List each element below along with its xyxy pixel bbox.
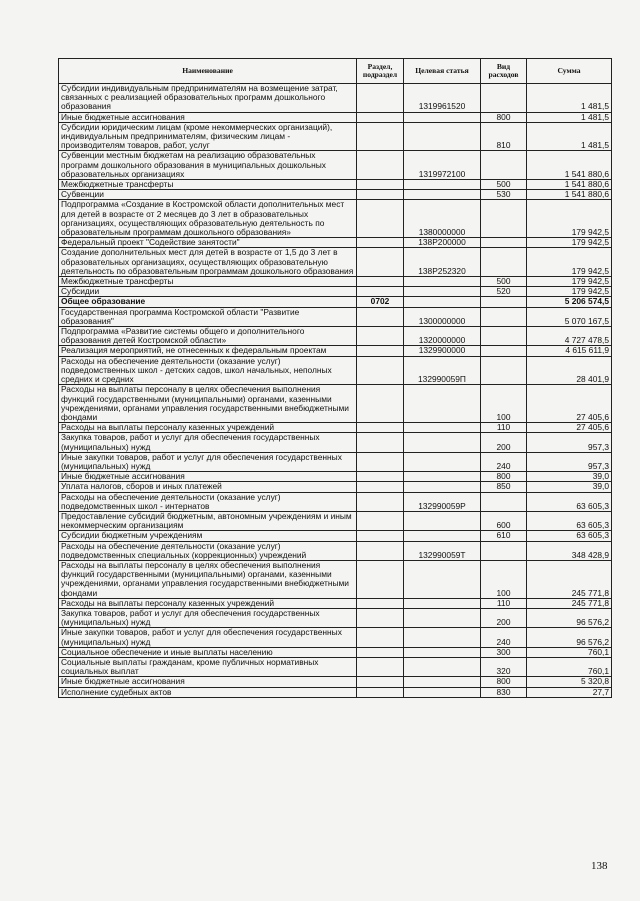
cell-amount: 63 605,3 [527, 492, 612, 511]
table-row [59, 277, 612, 287]
cell-target [404, 452, 481, 471]
cell-type [481, 541, 527, 560]
cell-type: 850 [481, 482, 527, 492]
cell-amount: 5 206 574,5 [527, 297, 612, 307]
cell-target: 138P200000 [404, 238, 481, 248]
cell-type [481, 248, 527, 277]
cell-amount: 348 428,9 [527, 541, 612, 560]
cell-target: 132990059Р [404, 492, 481, 511]
table-row [59, 423, 612, 433]
cell-name: Иные бюджетные ассигнования [59, 112, 357, 122]
cell-name: Расходы на выплаты персоналу в целях обеспечения выполнения функций государственными (муниципальными) органами, казенными учреждениями, органами управления государственными внебюджетными фондами [59, 560, 357, 598]
cell-section [357, 531, 404, 541]
header-type: Вид расходов [481, 59, 527, 84]
cell-amount: 1 481,5 [527, 122, 612, 151]
table-row [59, 687, 612, 697]
table-row [59, 560, 612, 598]
cell-type: 500 [481, 277, 527, 287]
cell-section [357, 677, 404, 687]
cell-target: 1319972100 [404, 151, 481, 180]
cell-type: 240 [481, 628, 527, 647]
table-row [59, 482, 612, 492]
cell-name: Закупка товаров, работ и услуг для обеспечения государственных (муниципальных) нужд [59, 433, 357, 452]
cell-name: Расходы на выплаты персоналу казенных учреждений [59, 598, 357, 608]
cell-amount: 28 401,9 [527, 356, 612, 385]
cell-name: Реализация мероприятий, не отнесенных к федеральным проектам [59, 346, 357, 356]
table-row [59, 84, 612, 113]
cell-section [357, 423, 404, 433]
cell-type [481, 307, 527, 326]
cell-section [357, 238, 404, 248]
cell-type [481, 356, 527, 385]
cell-section [357, 452, 404, 471]
cell-type [481, 84, 527, 113]
table-row [59, 433, 612, 452]
cell-section [357, 122, 404, 151]
cell-section [357, 277, 404, 287]
cell-section [357, 112, 404, 122]
cell-section [357, 647, 404, 657]
cell-name: Закупка товаров, работ и услуг для обеспечения государственных (муниципальных) нужд [59, 608, 357, 627]
header-amount: Сумма [527, 59, 612, 84]
cell-amount: 1 481,5 [527, 84, 612, 113]
table-row [59, 677, 612, 687]
cell-type: 110 [481, 423, 527, 433]
cell-section [357, 346, 404, 356]
cell-target: 1320000000 [404, 327, 481, 346]
cell-target [404, 112, 481, 122]
cell-target [404, 628, 481, 647]
cell-amount: 39,0 [527, 472, 612, 482]
cell-type: 200 [481, 433, 527, 452]
cell-section [357, 327, 404, 346]
cell-name: Социальные выплаты гражданам, кроме публичных нормативных социальных выплат [59, 657, 357, 676]
cell-target [404, 598, 481, 608]
cell-type [481, 238, 527, 248]
cell-name: Расходы на обеспечение деятельности (оказание услуг) подведомственных специальных (коррекционных) учреждений [59, 541, 357, 560]
cell-target [404, 687, 481, 697]
table-header-row [59, 59, 612, 84]
cell-type: 100 [481, 560, 527, 598]
cell-amount: 39,0 [527, 482, 612, 492]
cell-target [404, 657, 481, 676]
cell-amount: 179 942,5 [527, 238, 612, 248]
table-row [59, 307, 612, 326]
cell-section [357, 151, 404, 180]
table-row [59, 472, 612, 482]
table-row [59, 190, 612, 200]
cell-name: Государственная программа Костромской области "Развитие образования" [59, 307, 357, 326]
cell-section: 0702 [357, 297, 404, 307]
cell-section [357, 180, 404, 190]
cell-name: Межбюджетные трансферты [59, 277, 357, 287]
cell-type: 800 [481, 677, 527, 687]
cell-target [404, 511, 481, 530]
cell-type: 500 [481, 180, 527, 190]
cell-section [357, 385, 404, 423]
cell-amount: 5 070 167,5 [527, 307, 612, 326]
cell-amount: 179 942,5 [527, 277, 612, 287]
cell-name: Подпрограмма «Создание в Костромской области дополнительных мест для детей в возрасте от 2 месяцев до 3 лет в образовательных организациях, осуществляющих образовательную деятельность по образовательным программам дошкольного образования» [59, 200, 357, 238]
cell-amount: 957,3 [527, 452, 612, 471]
table-row [59, 511, 612, 530]
cell-type [481, 327, 527, 346]
cell-section [357, 248, 404, 277]
cell-name: Создание дополнительных мест для детей в возрасте от 1,5 до 3 лет в образовательных организациях, осуществляющих образовательную деятельность по образовательным программам дошкольного образования [59, 248, 357, 277]
cell-name: Социальное обеспечение и иные выплаты населению [59, 647, 357, 657]
cell-amount: 760,1 [527, 647, 612, 657]
cell-target: 1380000000 [404, 200, 481, 238]
cell-amount: 245 771,8 [527, 598, 612, 608]
cell-name: Федеральный проект "Содействие занятости" [59, 238, 357, 248]
table-row [59, 248, 612, 277]
table-row [59, 541, 612, 560]
table-row [59, 200, 612, 238]
cell-amount: 1 541 880,6 [527, 151, 612, 180]
cell-type [481, 151, 527, 180]
cell-type: 810 [481, 122, 527, 151]
cell-type: 600 [481, 511, 527, 530]
cell-target [404, 677, 481, 687]
header-section: Раздел, подраздел [357, 59, 404, 84]
cell-name: Иные закупки товаров, работ и услуг для обеспечения государственных (муниципальных) нужд [59, 628, 357, 647]
cell-section [357, 433, 404, 452]
cell-amount: 96 576,2 [527, 628, 612, 647]
cell-name: Субвенции местным бюджетам на реализацию образовательных программ дошкольного образования в муниципальных дошкольных образовательных организациях [59, 151, 357, 180]
cell-amount: 179 942,5 [527, 248, 612, 277]
cell-section [357, 200, 404, 238]
table-row [59, 287, 612, 297]
cell-section [357, 84, 404, 113]
cell-target [404, 122, 481, 151]
cell-target [404, 277, 481, 287]
cell-type: 520 [481, 287, 527, 297]
cell-target [404, 423, 481, 433]
cell-section [357, 608, 404, 627]
cell-target [404, 531, 481, 541]
cell-amount: 5 320,8 [527, 677, 612, 687]
cell-type: 830 [481, 687, 527, 697]
cell-amount: 4 727 478,5 [527, 327, 612, 346]
cell-target [404, 472, 481, 482]
cell-type [481, 200, 527, 238]
cell-section [357, 541, 404, 560]
cell-target: 138P252320 [404, 248, 481, 277]
cell-amount: 760,1 [527, 657, 612, 676]
cell-name: Субсидии юридическим лицам (кроме некоммерческих организаций), индивидуальным предпринимателям, физическим лицам - производителям товаров, работ, услуг [59, 122, 357, 151]
table-row [59, 657, 612, 676]
cell-amount: 179 942,5 [527, 287, 612, 297]
cell-section [357, 307, 404, 326]
cell-target [404, 433, 481, 452]
cell-name: Уплата налогов, сборов и иных платежей [59, 482, 357, 492]
table-row [59, 598, 612, 608]
cell-type [481, 492, 527, 511]
cell-target [404, 287, 481, 297]
cell-section [357, 190, 404, 200]
cell-name: Межбюджетные трансферты [59, 180, 357, 190]
cell-type: 100 [481, 385, 527, 423]
table-row [59, 238, 612, 248]
cell-target [404, 180, 481, 190]
table-row [59, 531, 612, 541]
cell-name: Субсидии бюджетным учреждениям [59, 531, 357, 541]
table-row [59, 452, 612, 471]
cell-target [404, 385, 481, 423]
cell-section [357, 560, 404, 598]
cell-name: Подпрограмма «Развитие системы общего и дополнительного образования детей Костромской области» [59, 327, 357, 346]
cell-amount: 179 942,5 [527, 200, 612, 238]
cell-name: Предоставление субсидий бюджетным, автономным учреждениям и иным некоммерческим организациям [59, 511, 357, 530]
cell-type: 610 [481, 531, 527, 541]
cell-target [404, 647, 481, 657]
cell-name: Исполнение судебных актов [59, 687, 357, 697]
cell-type [481, 297, 527, 307]
table-row [59, 112, 612, 122]
cell-type: 300 [481, 647, 527, 657]
table-row [59, 297, 612, 307]
page-number: 138 [591, 860, 608, 872]
cell-name: Иные закупки товаров, работ и услуг для обеспечения государственных (муниципальных) нужд [59, 452, 357, 471]
header-name: Наименование [59, 59, 357, 84]
table-row [59, 647, 612, 657]
cell-type: 320 [481, 657, 527, 676]
cell-name: Иные бюджетные ассигнования [59, 472, 357, 482]
table-row [59, 346, 612, 356]
cell-target: 1329900000 [404, 346, 481, 356]
table-row [59, 385, 612, 423]
cell-amount: 27 405,6 [527, 385, 612, 423]
cell-section [357, 687, 404, 697]
cell-name: Общее образование [59, 297, 357, 307]
table-row [59, 122, 612, 151]
cell-name: Расходы на выплаты персоналу в целях обеспечения выполнения функций государственными (муниципальными) органами, казенными учреждениями, органами управления государственными внебюджетными фондами [59, 385, 357, 423]
cell-amount: 63 605,3 [527, 531, 612, 541]
cell-type [481, 346, 527, 356]
cell-target: 132990059П [404, 356, 481, 385]
cell-type: 800 [481, 112, 527, 122]
cell-type: 800 [481, 472, 527, 482]
table-body [59, 84, 612, 698]
cell-target [404, 482, 481, 492]
cell-amount: 27 405,6 [527, 423, 612, 433]
table-row [59, 327, 612, 346]
budget-table [58, 58, 612, 698]
cell-section [357, 356, 404, 385]
cell-amount: 96 576,2 [527, 608, 612, 627]
cell-amount: 245 771,8 [527, 560, 612, 598]
cell-amount: 4 615 611,9 [527, 346, 612, 356]
cell-target [404, 608, 481, 627]
cell-section [357, 287, 404, 297]
cell-target: 1319961520 [404, 84, 481, 113]
cell-amount: 27,7 [527, 687, 612, 697]
budget-table-page [58, 58, 611, 698]
cell-amount: 1 541 880,6 [527, 180, 612, 190]
cell-name: Расходы на выплаты персоналу казенных учреждений [59, 423, 357, 433]
cell-type: 200 [481, 608, 527, 627]
table-row [59, 608, 612, 627]
cell-target: 1300000000 [404, 307, 481, 326]
cell-name: Субсидии индивидуальным предпринимателям на возмещение затрат, связанных с реализацией образовательных программ дошкольного образования [59, 84, 357, 113]
cell-target [404, 560, 481, 598]
cell-target [404, 297, 481, 307]
cell-type: 530 [481, 190, 527, 200]
cell-type: 110 [481, 598, 527, 608]
cell-section [357, 628, 404, 647]
cell-section [357, 657, 404, 676]
cell-section [357, 492, 404, 511]
table-row [59, 151, 612, 180]
cell-name: Субсидии [59, 287, 357, 297]
cell-section [357, 482, 404, 492]
cell-section [357, 472, 404, 482]
cell-section [357, 511, 404, 530]
header-target: Целевая статья [404, 59, 481, 84]
table-row [59, 628, 612, 647]
table-row [59, 356, 612, 385]
cell-name: Расходы на обеспечение деятельности (оказание услуг) подведомственных школ - интернатов [59, 492, 357, 511]
cell-amount: 957,3 [527, 433, 612, 452]
table-row [59, 180, 612, 190]
cell-name: Иные бюджетные ассигнования [59, 677, 357, 687]
table-row [59, 492, 612, 511]
cell-amount: 1 481,5 [527, 112, 612, 122]
cell-amount: 1 541 880,6 [527, 190, 612, 200]
cell-name: Субвенции [59, 190, 357, 200]
cell-type: 240 [481, 452, 527, 471]
cell-section [357, 598, 404, 608]
cell-name: Расходы на обеспечение деятельности (оказание услуг) подведомственных школ - детских садов, школ начальных, неполных средних и средних [59, 356, 357, 385]
cell-target [404, 190, 481, 200]
cell-target: 132990059Т [404, 541, 481, 560]
cell-amount: 63 605,3 [527, 511, 612, 530]
